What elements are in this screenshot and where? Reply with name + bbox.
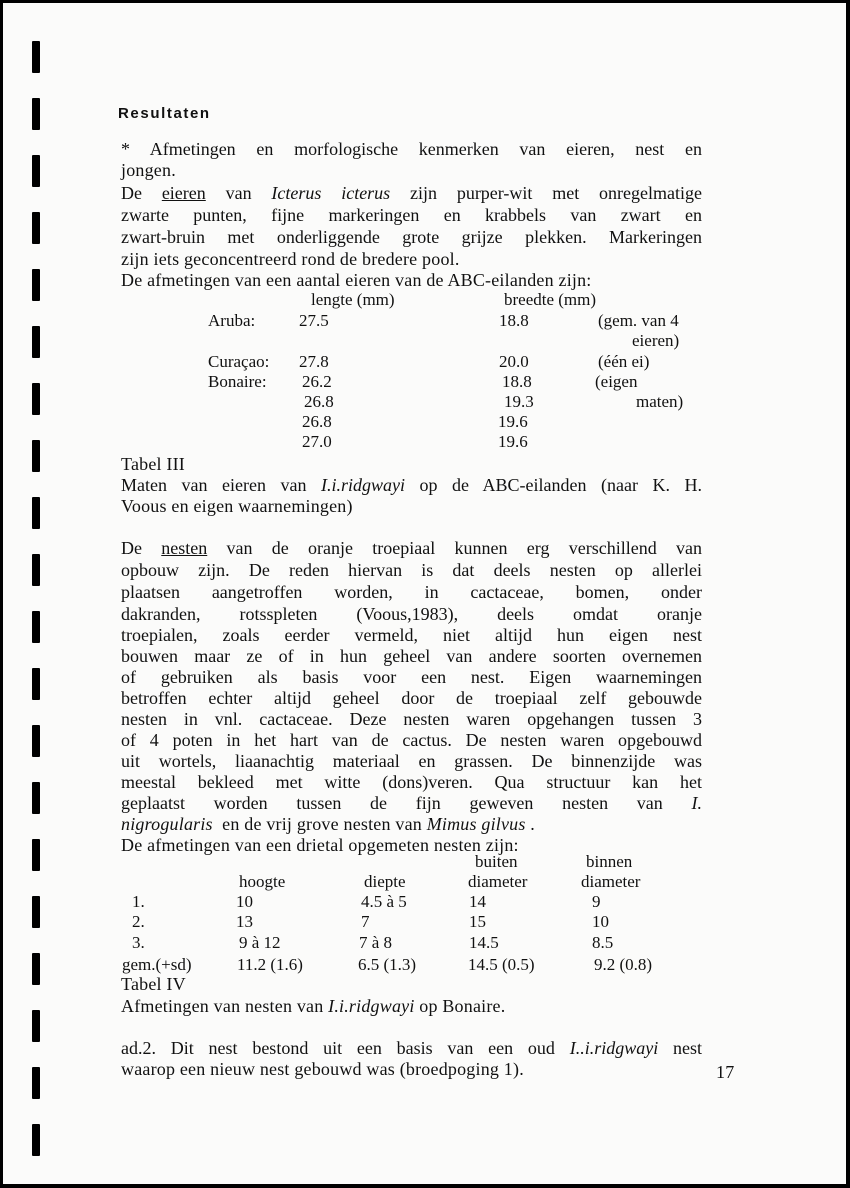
nests-pre: De [121,538,162,558]
nest-header-outer-bottom: diameter [468,872,528,891]
binder-hole [32,155,40,187]
nest-row-label: 1. [132,892,145,911]
eggs-underlined-term: eieren [161,183,206,203]
species-name: I. [691,793,702,813]
egg-length: 26.2 [302,372,332,391]
caption-pre: Maten van eieren van [121,475,321,495]
binder-hole [32,1067,40,1099]
binder-hole [32,896,40,928]
egg-island: Aruba: [208,311,256,330]
eggs-line-2: zwarte punten, fijne markeringen en krabbels van zwart en [121,205,702,225]
document-page [3,3,846,1184]
egg-note: (gem. van 4 [598,311,679,330]
caption-post: op Bonaire. [414,996,506,1016]
nests-line-10: of 4 poten in het hart van de cactus. De nesten waren opgebouwd [121,730,702,750]
binder-hole [32,440,40,472]
nest-outer: 14 [469,892,486,911]
nests-line-6: bouwen maar ze of in hun geheel van andere soorten overnemen [121,646,702,666]
footnote-post: nest [658,1038,702,1058]
eggs-line-1 [121,183,702,204]
binder-hole [32,497,40,529]
nest-header-depth: diepte [364,872,406,891]
eggs-mid: van [205,183,272,203]
egg-length: 27.5 [299,311,329,330]
nests-post: van de oranje troepiaal kunnen erg verschillend van [207,538,702,558]
nests-line-15: De afmetingen van een drietal opgemeten nesten zijn: [121,835,519,855]
nest-outer: 15 [469,912,486,931]
species-name: I.i.ridgwayi [320,475,405,495]
nest-height: 10 [236,892,253,911]
table-3-label: Tabel III [121,454,186,474]
nests-line-5: troepialen, zoals eerder vermeld, niet altijd hun eigen nest [121,625,702,645]
species-name: I..i.ridgwayi [569,1038,659,1058]
nests-line-1 [121,538,702,559]
intro-line-2: jongen. [121,160,176,180]
intro-line-1: * Afmetingen en morfologische kenmerken van eieren, nest en [121,139,702,159]
egg-note: eieren) [632,331,680,350]
nests-line-4: dakranden, rotsspleten (Voous,1983), deels omdat oranje [121,604,702,624]
egg-width: 19.3 [504,392,534,411]
nests-l14-post: . [525,814,535,834]
eggs-pre: De [121,183,162,203]
caption-post: op de ABC-eilanden (naar K. H. [404,475,702,495]
nests-line-11: uit wortels, liaanachtig materiaal en grassen. De binnenzijde was [121,751,702,771]
egg-width: 18.8 [502,372,532,391]
nest-header-inner-top: binnen [586,852,633,871]
egg-table-header-width: breedte (mm) [504,290,597,309]
binder-hole [32,839,40,871]
nest-header-height: hoogte [239,872,286,891]
nest-depth: 6.5 (1.3) [358,955,417,974]
table-4-caption [121,996,505,1017]
binder-hole [32,611,40,643]
egg-width: 20.0 [499,352,529,371]
egg-length: 26.8 [302,412,332,431]
nest-depth: 7 à 8 [359,933,393,952]
eggs-line-3: zwart-bruin met onderliggende grote grijze plekken. Markeringen [121,227,702,247]
binder-hole [32,383,40,415]
egg-note: maten) [636,392,684,411]
nests-l13-pre: geplaatst worden tussen de fijn geweven nesten van [121,793,692,813]
nests-line-14 [121,814,535,835]
binder-hole [32,1010,40,1042]
nest-outer: 14.5 [469,933,499,952]
binder-hole [32,269,40,301]
nests-line-12: meestal bekleed met witte (dons)veren. Qua structuur kan het [121,772,702,792]
egg-table-header-length: lengte (mm) [311,290,395,309]
table-4-label: Tabel IV [121,974,186,994]
nest-row-label: 3. [132,933,145,952]
nest-inner: 9.2 (0.8) [594,955,653,974]
species-name: nigrogularis [121,814,213,834]
binder-hole [32,98,40,130]
egg-island: Curaçao: [208,352,270,371]
species-name: Icterus icterus [271,183,391,203]
nests-line-8: betroffen echter altijd geheel door de troepiaal zelf gebouwde [121,688,702,708]
nest-depth: 4.5 à 5 [361,892,407,911]
table-3-caption-line-1 [121,475,702,496]
binder-hole [32,326,40,358]
species-name: Mimus gilvus [426,814,526,834]
binder-hole [32,668,40,700]
nest-inner: 10 [592,912,609,931]
egg-width: 18.8 [499,311,529,330]
nests-line-9: nesten in vnl. cactaceae. Deze nesten waren opgehangen tussen 3 [121,709,702,729]
egg-island: Bonaire: [208,372,267,391]
footnote-line-2: waarop een nieuw nest gebouwd was (broedpoging 1). [121,1059,524,1079]
table-3-caption-line-2: Voous en eigen waarnemingen) [121,496,353,516]
egg-length: 27.8 [299,352,329,371]
nests-l14-mid: en de vrij grove nesten van [212,814,427,834]
nest-height: 11.2 (1.6) [237,955,303,974]
nests-line-7: of gebruiken als basis voor een nest. Eigen waarnemingen [121,667,702,687]
nests-underlined-term: nesten [161,538,208,558]
binder-hole [32,725,40,757]
binder-hole [32,953,40,985]
footnote-pre: ad.2. Dit nest bestond uit een basis van een oud [121,1038,570,1058]
caption-pre: Afmetingen van nesten van [121,996,329,1016]
egg-length: 27.0 [302,432,332,451]
egg-note: (één ei) [598,352,650,371]
nest-header-inner-bottom: diameter [581,872,641,891]
nests-line-2: opbouw zijn. De reden hiervan is dat deels nesten op allerlei [121,560,702,580]
species-name: I.i.ridgwayi [328,996,415,1016]
binder-hole [32,782,40,814]
nest-row-label: 2. [132,912,145,931]
eggs-line-4: zijn iets geconcentreerd rond de bredere pool. [121,249,460,269]
binder-hole [32,41,40,73]
footnote-line-1 [121,1038,702,1059]
page-number: 17 [716,1062,735,1082]
binder-hole [32,212,40,244]
eggs-line-5: De afmetingen van een aantal eieren van de ABC-eilanden zijn: [121,270,592,290]
nest-inner: 9 [592,892,601,911]
section-heading: Resultaten [118,105,211,122]
egg-note: (eigen [595,372,638,391]
nests-line-3: plaatsen aangetroffen worden, in cactaceae, bomen, onder [121,582,702,602]
egg-width: 19.6 [498,412,528,431]
binder-hole [32,1124,40,1156]
eggs-post: zijn purper-wit met onregelmatige [390,183,702,203]
nest-height: 13 [236,912,253,931]
nest-header-outer-top: buiten [475,852,518,871]
egg-length: 26.8 [304,392,334,411]
binder-hole [32,554,40,586]
nest-depth: 7 [361,912,370,931]
nest-row-label: gem.(+sd) [122,955,192,974]
nest-inner: 8.5 [592,933,614,952]
nest-outer: 14.5 (0.5) [468,955,535,974]
nest-height: 9 à 12 [239,933,281,952]
nests-line-13 [121,793,702,814]
egg-width: 19.6 [498,432,528,451]
